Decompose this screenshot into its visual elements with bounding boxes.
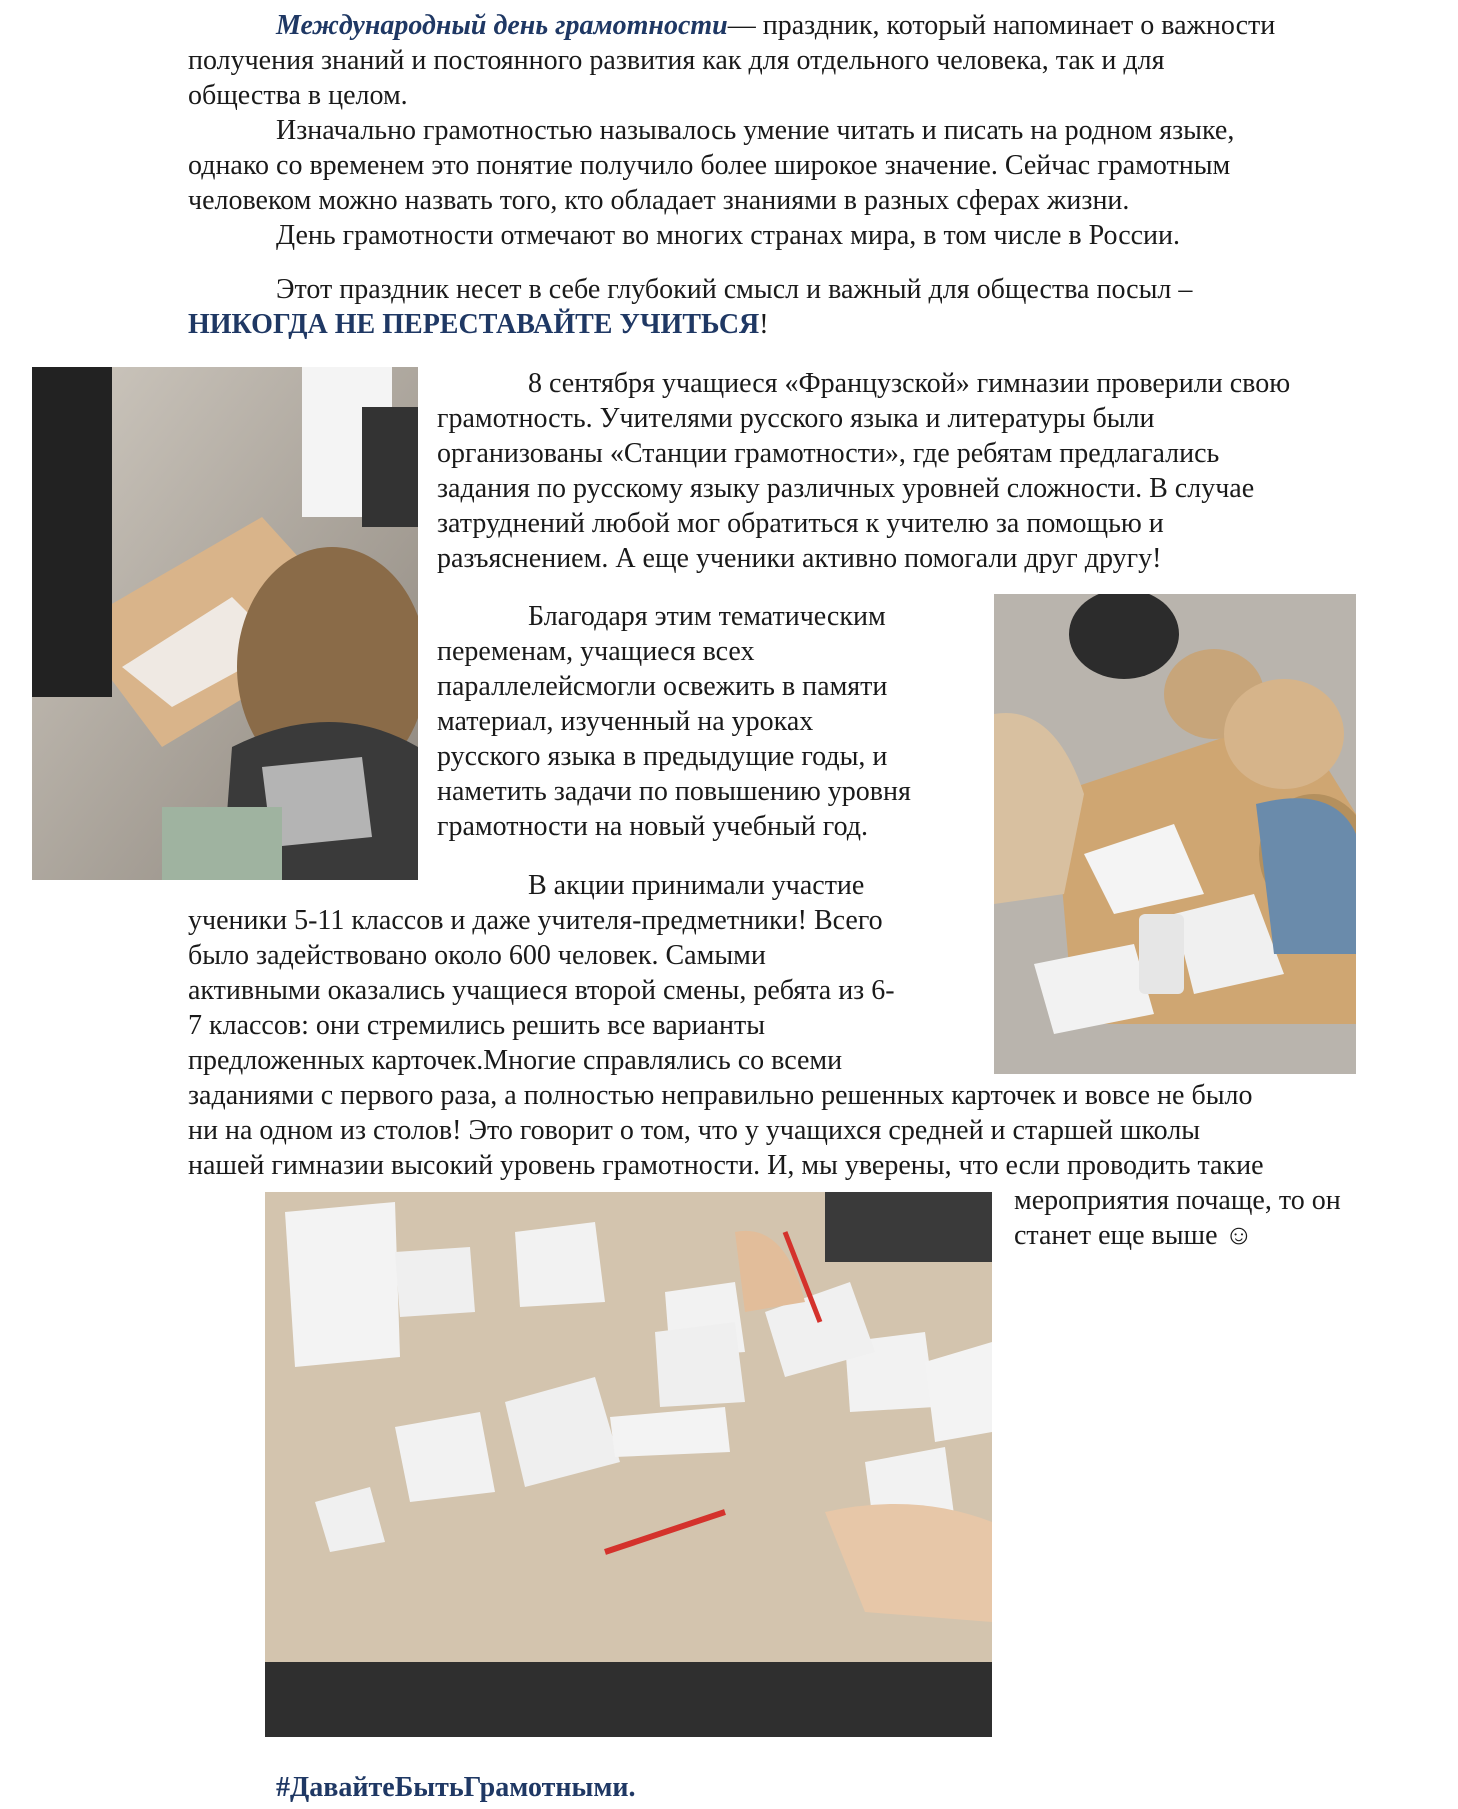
text-line: День грамотности отмечают во многих странах мира, в том числе в России. [276,220,1181,251]
text-line: ученики 5-11 классов и даже учителя-предметники! Всего [188,905,883,936]
text-line: материал, изученный на уроках [437,706,814,737]
text-line: Благодаря этим тематическим [528,601,886,632]
slogan-end: ! [759,309,769,340]
text-line: общества в целом. [188,80,408,111]
hashtag: #ДавайтеБытьГрамотными. [276,1772,636,1803]
text-line: В акции принимали участие [528,870,865,901]
text-line: заданиями с первого раза, а полностью неправильно решенных карточек и вовсе не было [188,1080,1253,1111]
photo-cards-on-table [265,1192,992,1737]
text-line: грамотность. Учителями русского языка и литературы были [437,403,1155,434]
message-paragraph [188,272,1192,342]
text-line: человеком можно назвать того, кто обладает знаниями в разных сферах жизни. [188,185,1130,216]
text-line: нашей гимназии высокий уровень грамотности. И, мы уверены, что если проводить такие [188,1150,1264,1181]
text-line: русского языка в предыдущие годы, и [437,741,888,772]
text-line: ни на одном из столов! Это говорит о том, что у учащихся средней и старшей школы [188,1115,1201,1146]
text-line: затруднений любой мог обратиться к учителю за помощью и [437,508,1164,539]
text-line: станет еще выше ☺ [1014,1220,1254,1251]
text-line: грамотности на новый учебный год. [437,811,869,842]
intro-paragraph [188,8,1275,113]
text-line: параллелейсмогли освежить в памяти [437,671,888,702]
text-line: задания по русскому языку различных уровней сложности. В случае [437,473,1255,504]
history-paragraph [188,113,1234,218]
countries-paragraph [276,218,1180,253]
text-line: однако со временем это понятие получило более широкое значение. Сейчас грамотным [188,150,1231,181]
text-line: организованы «Станции грамотности», где ребятам предлагались [437,438,1220,469]
text-line: переменам, учащиеся всех [437,636,755,667]
text-line: получения знаний и постоянного развития как для отдельного человека, так и для [188,45,1165,76]
photo-student-writing [32,367,418,880]
intro-text: — праздник, который напоминает о важности [727,10,1276,41]
text-line: было задействовано около 600 человек. Самыми [188,940,766,971]
themes-paragraph [437,599,911,844]
slogan: НИКОГДА НЕ ПЕРЕСТАВАЙТЕ УЧИТЬСЯ [188,309,760,340]
text-line: мероприятия почаще, то он [1014,1185,1341,1216]
text-line: активными оказались учащиеся второй смены, ребята из 6- [188,975,895,1006]
text-line: Изначально грамотностью называлось умение читать и писать на родном языке, [276,115,1235,146]
text-line: разъяснением. А еще ученики активно помогали друг другу! [437,543,1162,574]
text-line: 8 сентября учащиеся «Французской» гимназии проверили свою [528,368,1291,399]
event-paragraph [437,366,1290,576]
text-line: 7 классов: они стремились решить все варианты [188,1010,766,1041]
text-line: предложенных карточек.Многие справлялись со всеми [188,1045,843,1076]
holiday-title: Международный день грамотности [276,10,728,41]
text-line: наметить задачи по повышению уровня [437,776,911,807]
text-line: Этот праздник несет в себе глубокий смысл и важный для общества посыл – [276,274,1193,305]
